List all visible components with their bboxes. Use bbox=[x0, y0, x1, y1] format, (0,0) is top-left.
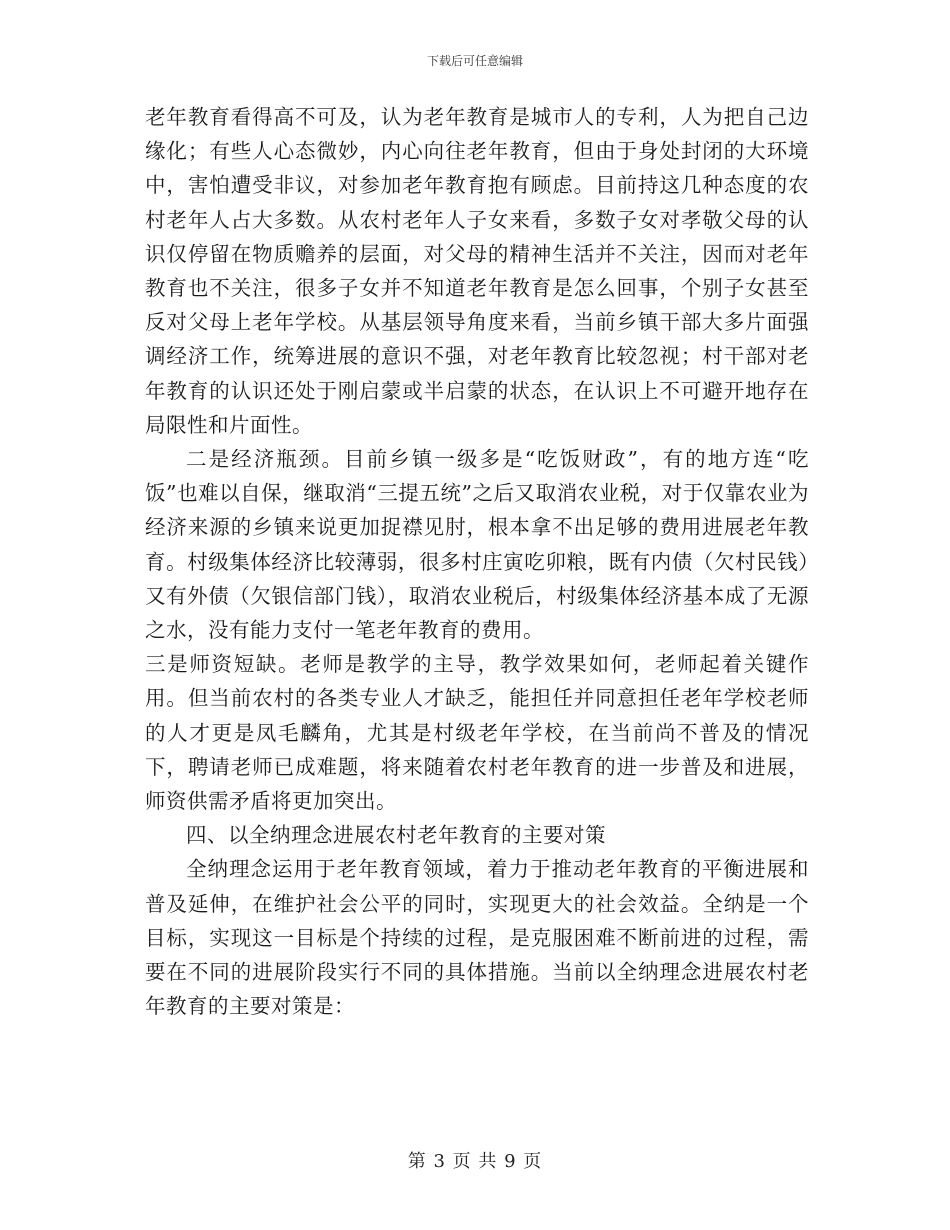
paragraph-2: 二是经济瓶颈。目前乡镇一级多是“吃饭财政”，有的地方连“吃饭”也难以自保，继取消“三提五统”之后又取消农业税，对于仅靠农业为经济来源的乡镇来说更加捉襟见肘，根本拿不出足够的费用进展老年教育。村级集体经济比较薄弱，很多村庄寅吃卯粮，既有内债（欠村民钱）又有外债（欠银信部门钱），取消农业税后，村级集体经济基本成了无源之水，没有能力支付一笔老年教育的费用。 bbox=[145, 447, 809, 643]
page-footer: 第 3 页 共 9 页 bbox=[407, 1151, 543, 1172]
paragraph-4: 全纳理念运用于老年教育领域，着力于推动老年教育的平衡进展和普及延伸，在维护社会公平的同时，实现更大的社会效益。全纳是一个目标，实现这一目标是个持续的过程，是克服困难不断前进的过程，需要在不同的进展阶段实行不同的具体措施。当前以全纳理念进展农村老年教育的主要对策是： bbox=[145, 857, 809, 1019]
page-header: 下载后可任意编辑 bbox=[426, 54, 523, 68]
paragraph-1: 老年教育看得高不可及，认为老年教育是城市人的专利，人为把自己边缘化；有些人心态微妙，内心向往老年教育，但由于身处封闭的大环境中，害怕遭受非议，对参加老年教育抱有顾虑。目前持这几种态度的农村老年人占大多数。从农村老年人子女来看，多数子女对孝敬父母的认识仅停留在物质赡养的层面，对父母的精神生活并不关注，因而对老年教育也不关注，很多子女并不知道老年教育是怎么回事，个别子女甚至反对父母上老年学校。从基层领导角度来看，当前乡镇干部大多片面强调经济工作，统筹进展的意识不强，对老年教育比较忽视；村干部对老年教育的认识还处于刚启蒙或半启蒙的状态，在认识上不可避开地存在局限性和片面性。 bbox=[145, 105, 809, 437]
section-heading: 四、以全纳理念进展农村老年教育的主要对策 bbox=[186, 823, 606, 848]
paragraph-3: 三是师资短缺。老师是教学的主导，教学效果如何，老师起着关键作用。但当前农村的各类专业人才缺乏，能担任并同意担任老年学校老师的人才更是凤毛麟角，尤其是村级老年学校，在当前尚不普及的情况下，聘请老师已成难题，将来随着农村老年教育的进一步普及和进展，师资供需矛盾将更加突出。 bbox=[145, 652, 809, 814]
document-body bbox=[145, 100, 809, 1023]
